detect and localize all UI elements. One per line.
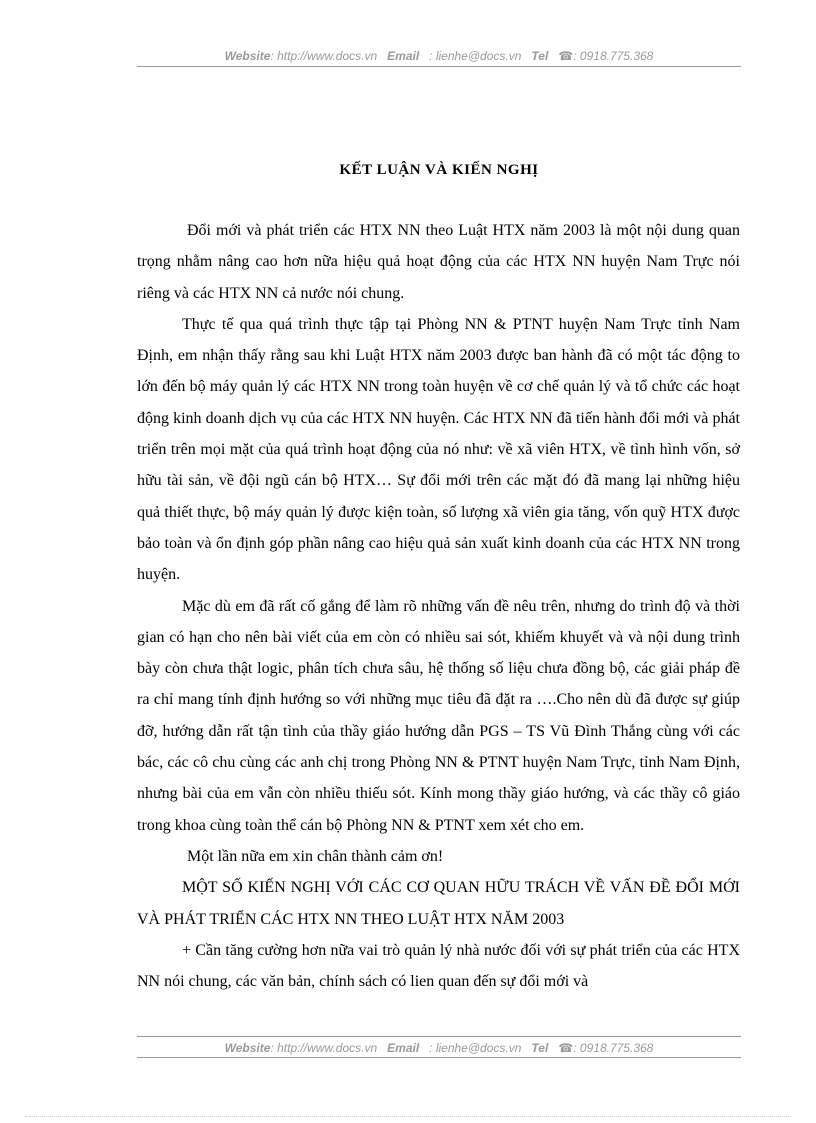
header-email-link[interactable]: : lienhe@docs.vn: [429, 49, 522, 63]
page-header: [137, 49, 741, 63]
footer-tel-label: Tel: [531, 1041, 549, 1055]
paragraph-limitations: Mặc dù em đã rất cố gắng để làm rõ những vấn đề nêu trên, nhưng do trình độ và thời gian có hạn cho nên bài viết của em còn có nhiều sai sót, khiếm khuyết và và nội dung trình bày còn chưa thật logic, phân tích chưa sâu, hệ thống số liệu chưa đồng bộ, các giải pháp đề ra chỉ mang tính định hướng so với những mục tiêu đã đặt ra ….Cho nên dù đã được sự giúp đỡ, hướng dẫn rất tận tình của thầy giáo hướng dẫn PGS – TS Vũ Đình Thắng cùng với các bác, các cô chu cùng các anh chị trong Phòng NN & PTNT huyện Nam Trực, tỉnh Nam Định, nhưng bài của em vẫn còn nhiều thiếu sót. Kính mong thầy giáo hướng, và các thầy cô giáo trong khoa cùng toàn thể cán bộ Phòng NN & PTNT xem xét cho em.: [137, 597, 740, 834]
footer-email-link[interactable]: : lienhe@docs.vn: [429, 1041, 522, 1055]
header-website-label: Website: [224, 49, 271, 63]
header-tel-value: ☎: 0918.775.368: [558, 49, 654, 63]
header-website-link[interactable]: : http://www.docs.vn: [270, 49, 378, 63]
footer-divider-top: [137, 1036, 741, 1037]
header-email-label: Email: [387, 49, 420, 63]
page-title: KẾT LUẬN VÀ KIẾN NGHỊ: [339, 162, 539, 178]
footer-website-link[interactable]: : http://www.docs.vn: [270, 1041, 378, 1055]
page-edge: [25, 1116, 791, 1117]
paragraph-intro: Đổi mới và phát triển các HTX NN theo Luật HTX năm 2003 là một nội dung quan trọng nhằm nâng cao hơn nữa hiệu quả hoạt động của các HTX NN huyện Nam Trực nói riêng và các HTX NN cả nước nói chung.: [137, 222, 740, 302]
paragraph-recommendation-1: + Cần tăng cường hơn nữa vai trò quản lý nhà nước đối với sự phát triển của các HTX NN nói chung, các văn bản, chính sách có lien quan đến sự đổi mới và: [137, 941, 740, 991]
footer-tel-value: ☎: 0918.775.368: [558, 1041, 654, 1055]
page-footer: [137, 1041, 741, 1055]
paragraph-recommendations-heading: MỘT SỐ KIẾN NGHỊ VỚI CÁC CƠ QUAN HỮU TRÁCH VỀ VẤN ĐỀ ĐỔI MỚI VÀ PHÁT TRIỂN CÁC HTX NN THEO LUẬT HTX NĂM 2003: [137, 879, 740, 928]
paragraph-reality: Thực tế qua quá trình thực tập tại Phòng NN & PTNT huyện Nam Trực tỉnh Nam Định, em nhận thấy rằng sau khi Luật HTX năm 2003 được ban hành đã có một tác động to lớn đến bộ máy quản lý các HTX NN trong toàn huyện về cơ chế quản lý và tổ chức các hoạt động kinh doanh dịch vụ của các HTX NN huyện. Các HTX NN đã tiến hành đổi mới và phát triển trên mọi mặt của quá trình hoạt động của nó như: về xã viên HTX, về tình hình vốn, sở hữu tài sản, về đội ngũ cán bộ HTX… Sự đổi mới trên các mặt đó đã mang lại những hiệu quả thiết thực, bộ máy quản lý được kiện toàn, số lượng xã viên gia tăng, vốn quỹ HTX được bảo toàn và ổn định góp phần nâng cao hiệu quả sản xuất kinh doanh của các HTX NN trong huyện.: [137, 315, 740, 584]
footer-divider-bottom: [137, 1057, 741, 1058]
document-body: [137, 215, 740, 997]
footer-website-label: Website: [224, 1041, 271, 1055]
header-tel-label: Tel: [531, 49, 549, 63]
header-divider: [137, 66, 741, 67]
paragraph-thanks: Một lần nữa em xin chân thành cảm ơn!: [187, 847, 444, 865]
footer-email-label: Email: [387, 1041, 420, 1055]
